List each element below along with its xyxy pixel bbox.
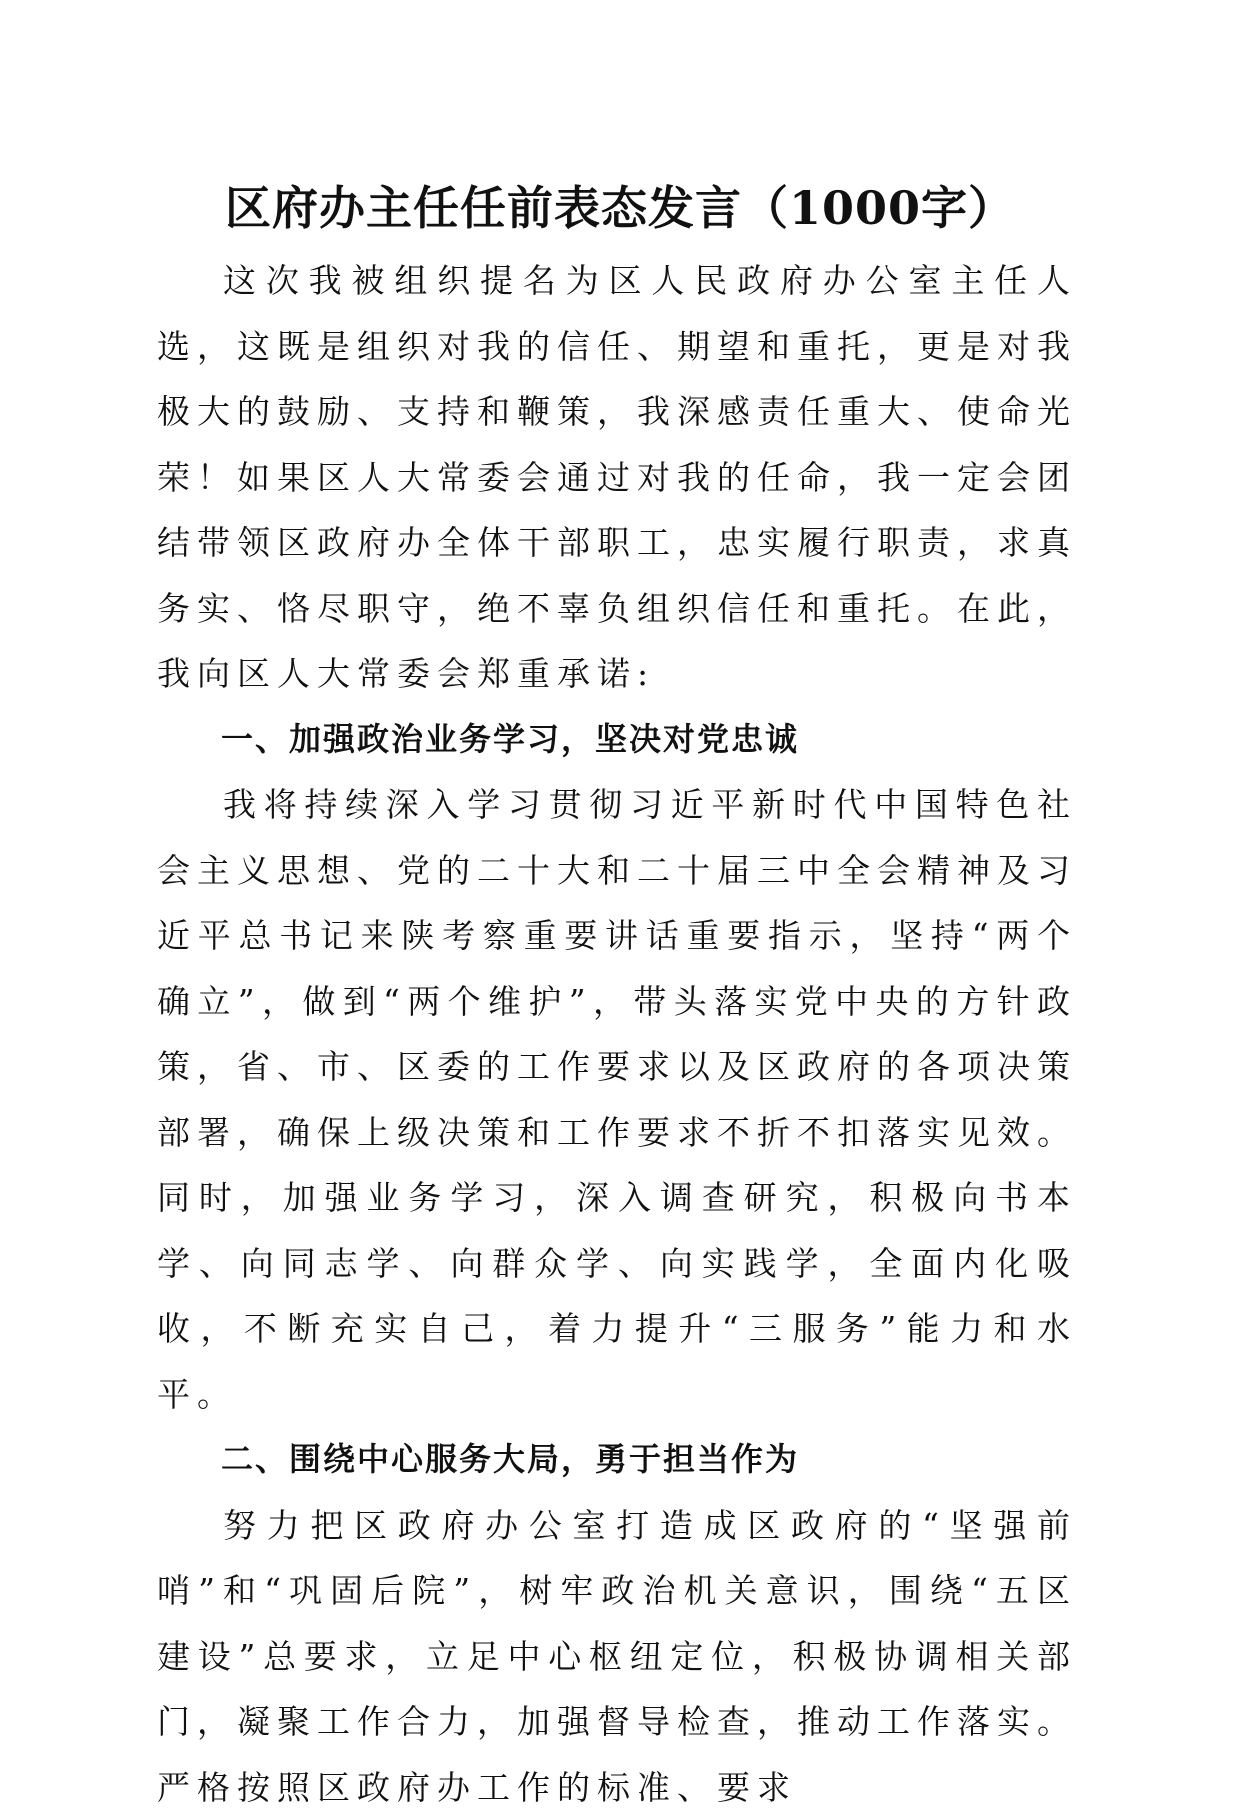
section-paragraph-1: 我将持续深入学习贯彻习近平新时代中国特色社会主义思想、党的二十大和二十届三中全会精神及习近平总书记来陕考察重要讲话重要指示，坚持“两个确立”，做到“两个维护”，带头落实党中央的方针政策，省、市、区委的工作要求以及区政府的各项决策部署，确保上级决策和工作要求不折不扣落实见效。同时，加强业务学习，深入调查研究，积极向书本学、向同志学、向群众学、向实践学，全面内化吸收，不断充实自己，着力提升“三服务”能力和水平。 [157, 772, 1077, 1427]
section-heading-1: 一、加强政治业务学习，坚决对党忠诚 [157, 707, 1077, 773]
section-paragraph-2: 努力把区政府办公室打造成区政府的“坚强前哨”和“巩固后院”，树牢政治机关意识，围绕“五区建设”总要求，立足中心枢纽定位，积极协调相关部门，凝聚工作合力，加强督导检查，推动工作落实。严格按照区政府办工作的标准、要求 [157, 1493, 1077, 1820]
section-heading-2: 二、围绕中心服务大局，勇于担当作为 [157, 1427, 1077, 1493]
document-body [157, 248, 1077, 1820]
document-title: 区府办主任任前表态发言（1000字） [100, 176, 1140, 240]
intro-paragraph: 这次我被组织提名为区人民政府办公室主任人选，这既是组织对我的信任、期望和重托，更是对我极大的鼓励、支持和鞭策，我深感责任重大、使命光荣！如果区人大常委会通过对我的任命，我一定会团结带领区政府办全体干部职工，忠实履行职责，求真务实、恪尽职守，绝不辜负组织信任和重托。在此，我向区人大常委会郑重承诺: [157, 248, 1077, 707]
